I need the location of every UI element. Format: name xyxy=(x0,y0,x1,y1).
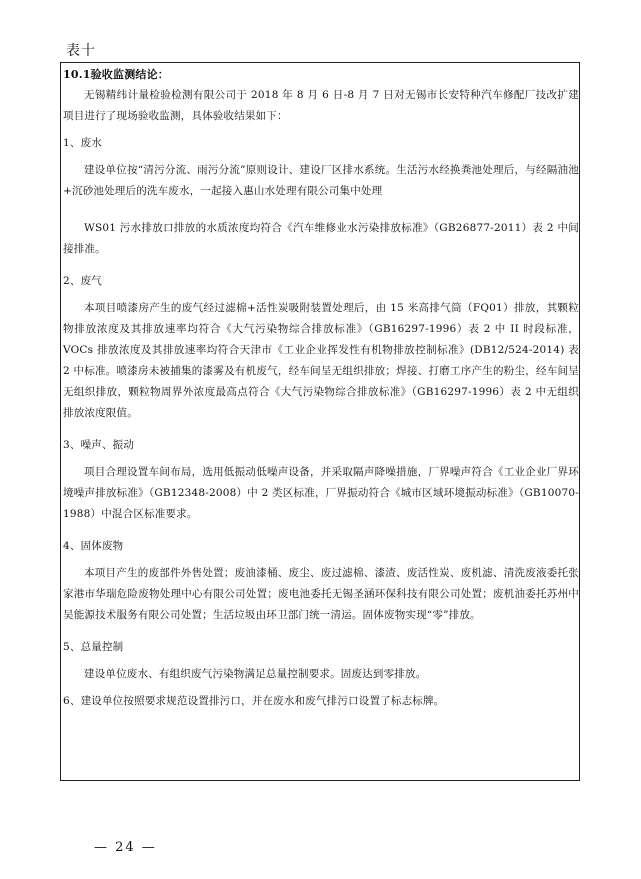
table-label: 表十 xyxy=(66,43,96,59)
intro-paragraph: 无锡精纬计量检验检测有限公司于 2018 年 8 月 6 日-8 月 7 日对无锡市长安特种汽车修配厂技改扩建项目进行了现场验收监测，具体验收结果如下： xyxy=(63,89,579,122)
waste-gas-heading: 2、废气 xyxy=(63,275,102,287)
noise-paragraph: 项目合理设置车间布局，选用低振动低噪声设备，并采取隔声降噪措施，厂界噪声符合《工业企业厂界环境噪声排放标准》（GB12348-2008）中 2 类区标准，厂界振动符合《城市区域环境振动标准》（GB10070-1988）中混合区标准要求。 xyxy=(63,466,579,520)
conclusion-content xyxy=(63,64,579,712)
page-number: — 24 — xyxy=(94,840,157,855)
solid-waste-paragraph: 本项目产生的废部件外售处置；废油漆桶、废尘、废过滤棉、漆渣、废活性炭、废机滤、清洗废液委托张家港市华瑞危险废物处理中心有限公司处置；废电池委托无锡圣涵环保科技有限公司处置；废机油委托苏州中吴能源技术服务有限公司处置；生活垃圾由环卫部门统一清运。固体废物实现“零”排放。 xyxy=(63,567,579,621)
noise-heading: 3、噪声、振动 xyxy=(63,439,135,451)
solid-waste-heading: 4、固体废物 xyxy=(63,540,124,552)
wastewater-paragraph-2: WS01 污水排放口排放的水质浓度均符合《汽车维修业水污染排放标准》（GB26877-2011）表 2 中间接排准。 xyxy=(63,222,579,255)
wastewater-heading: 1、废水 xyxy=(63,137,102,149)
total-control-paragraph: 建设单位废水、有组织废气污染物满足总量控制要求。固废达到零排放。 xyxy=(84,668,427,680)
outlet-item: 6、建设单位按照要求规范设置排污口，并在废水和废气排污口设置了标志标牌。 xyxy=(63,695,445,707)
section-title: 10.1验收监测结论： xyxy=(63,68,169,81)
wastewater-paragraph-1: 建设单位按“清污分流、雨污分流”原则设计、建设厂区排水系统。生活污水经换粪池处理后，与经隔油池+沉砂池处理后的洗车废水，一起接入惠山水处理有限公司集中处理 xyxy=(63,164,579,197)
total-control-heading: 5、总量控制 xyxy=(63,641,124,653)
waste-gas-paragraph: 本项目喷漆房产生的废气经过滤棉+活性炭吸附装置处理后，由 15 米高排气筒（FQ01）排放，其颗粒物排放浓度及其排放速率均符合《大气污染物综合排放标准》（GB16297-1996）表 2 中 II 时段标准，VOCs 排放浓度及其排放速率均符合天津市《工业企业挥发性有机物排放控制标准》(DB12/524-2014) 表 2 中标准。喷漆房未被捕集的漆雾及有机废气，经车间呈无组织排放；焊接、打磨工序产生的粉尘，经车间呈无组织排放，颗粒物周界外浓度最高点符合《大气污染物综合排放标准》（GB16297-1996）表 2 中无组织排放浓度限值。 xyxy=(63,302,579,419)
